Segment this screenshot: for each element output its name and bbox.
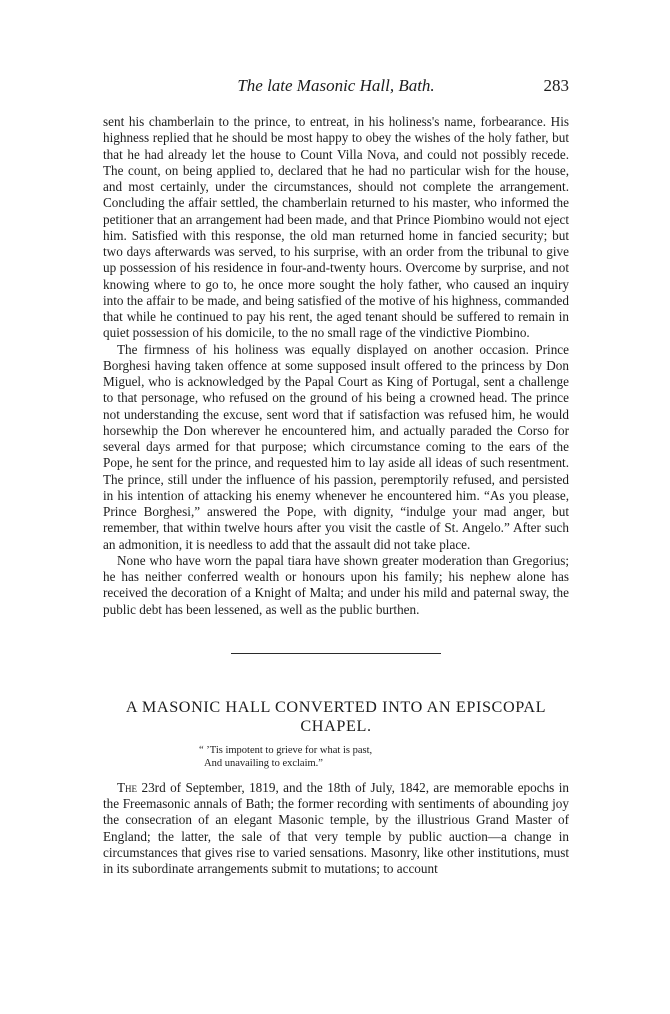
opening-word: The <box>117 779 138 795</box>
running-title: The late Masonic Hall, Bath. <box>237 76 435 95</box>
paragraph-continued: sent his chamberlain to the prince, to entreat, in his holiness's name, forbearance. His highness replied that he should be most happy to obey the wishes of the holy father, but that he had already let the house to Count Villa Nova, and could not possibly recede. The count, on being applied to, declared that he had no particular wish for the house, and most certainly, under the circumstances, should not complete the arrangement. Concluding the affair settled, the chamberlain returned to his master, who informed the petitioner that an arrangement had been made, and that Prince Piombino would not eject him. Satisfied with this response, the old man returned home in fancied security; but two days afterwards was served, to his surprise, with an order from the tribunal to give up possession of his residence in four-and-twenty hours. Overcome by surprise, and not knowing where to go to, he once more sought the holy father, who caused an inquiry into the affair to be made, and being satisfied of the motive of his highness, commanded that while he continued to pay his rent, the aged tenant should be suffered to remain in quiet possession of his domicile, to the no small rage of the vindictive Piombino. <box>103 114 569 341</box>
epigraph <box>199 744 569 770</box>
paragraph-gregorius: None who have worn the papal tiara have shown greater moderation than Gregorius; he has neither conferred wealth or honours upon his family; his nephew alone has received the decoration of a Knight of Malta; and under his mild and paternal sway, the public debt has been lessened, as well as the public burthen. <box>103 552 569 617</box>
paragraph-borghesi: The firmness of his holiness was equally displayed on another occasion. Prince Borghesi having taken offence at some supposed insult offered to the princess by Don Miguel, who is acknowledged by the Papal Court as King of Portugal, sent a challenge to that personage, who refused on the ground of his being a crowned head. The prince not understanding the excuse, sent word that if satisfaction was refused him, he would horsewhip the Don wherever he encountered him, and actually paraded the Corso for several days armed for that purpose; which circumstance coming to the ears of the Pope, he sent for the prince, and requested him to lay aside all ideas of such resentment. The prince, still under the influence of his passion, peremptorily refused, and persisted in his intention of attacking his enemy whenever he encountered him. “As you please, Prince Borghesi,” answered the Pope, with dignity, “indulge your mad anger, but remember, that within twelve hours after you visit the castle of St. Angelo.” After such an admonition, it is needless to add that the assault did not take place. <box>103 341 569 552</box>
article-title <box>103 698 569 736</box>
epigraph-line1: “ ’Tis impotent to grieve for what is past, <box>199 744 373 756</box>
article-opening-paragraph <box>103 780 569 878</box>
section-divider <box>231 653 441 654</box>
opening-text: 23rd of September, 1819, and the 18th of July, 1842, are memorable epochs in the Freemasonic annals of Bath; the former recording with sentiments of abounding joy the consecration of an elegant Masonic temple, by the illustrious Grand Master of England; the latter, the sale of that very temple by public auction—a change in circumstances that gives rise to varied sensations. Masonry, like other institutions, must in its subordinate arrangements submit to mutations; to account <box>103 779 569 876</box>
page <box>103 76 569 877</box>
epigraph-line2: And unavailing to exclaim.” <box>204 757 323 769</box>
article-title-line2: CHAPEL. <box>300 716 372 735</box>
page-number: 283 <box>543 76 569 95</box>
article-title-line1: A MASONIC HALL CONVERTED INTO AN EPISCOPAL <box>125 697 547 716</box>
running-head <box>103 76 569 100</box>
